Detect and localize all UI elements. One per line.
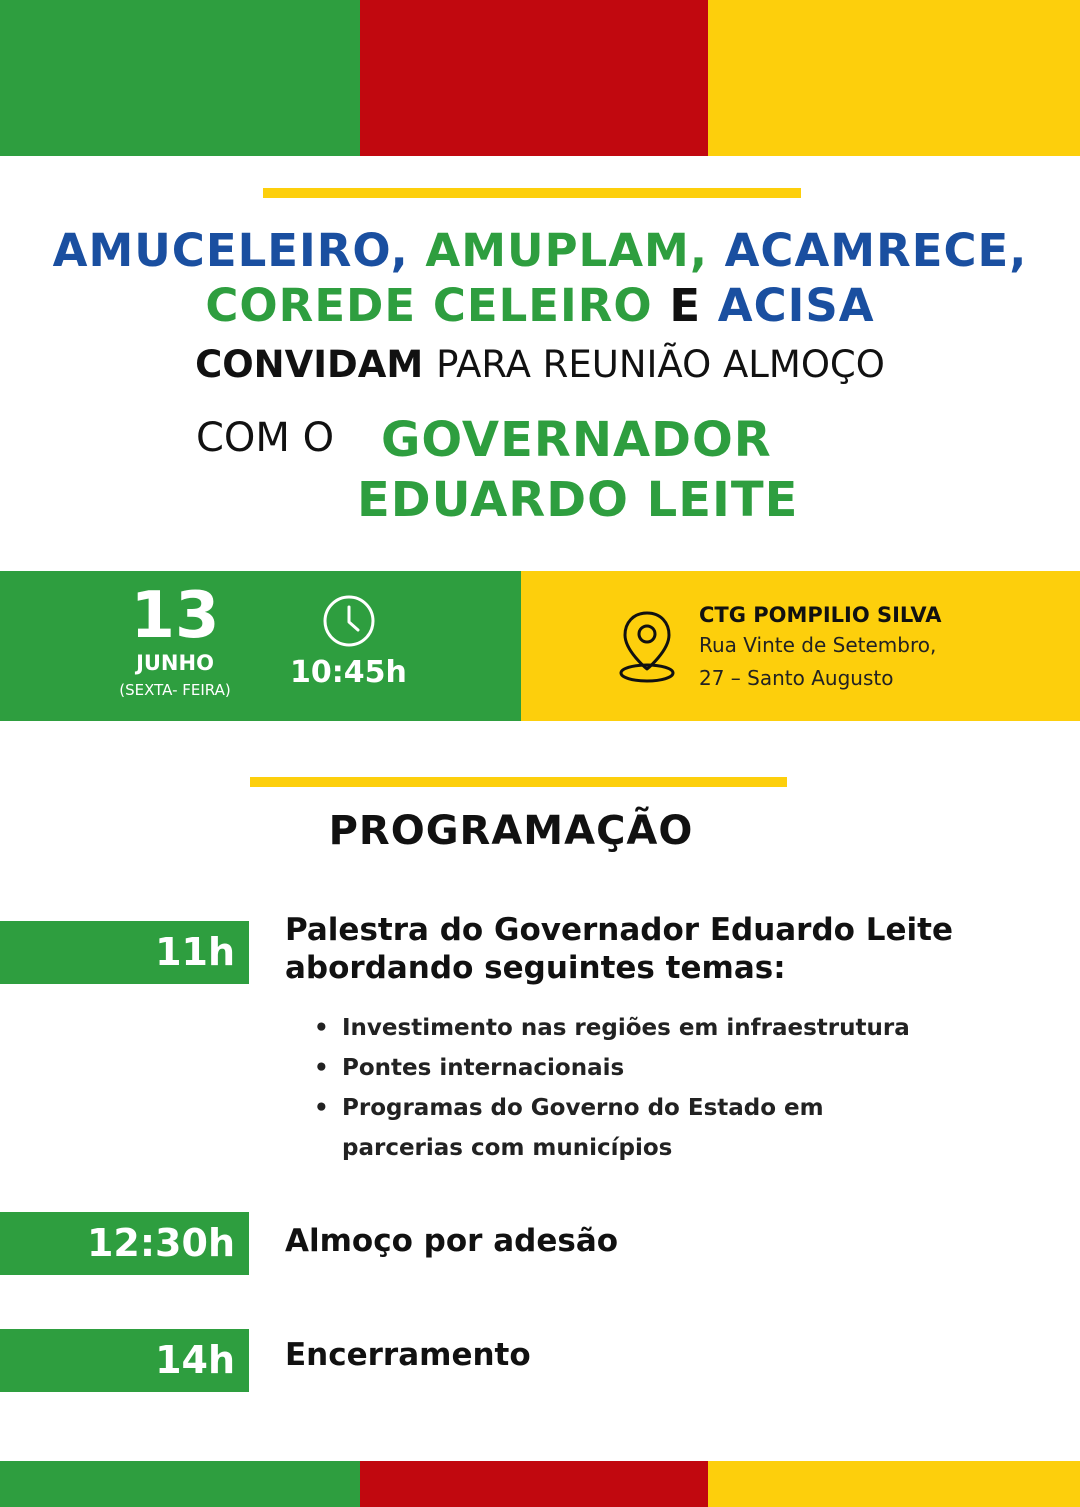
invite-line [0,343,1080,386]
red-stripe [360,1461,708,1507]
event-month: JUNHO [136,651,214,675]
organizers-line-1 [0,224,1080,277]
green-stripe [0,0,360,156]
organizers-line-2 [0,279,1080,332]
yellow-stripe [708,1461,1080,1507]
org-acamrece: ACAMRECE, [724,224,1028,277]
program-item-1-line-1: Palestra do Governador Eduardo Leite [285,912,953,948]
event-day: 13 [130,579,220,653]
red-stripe [360,0,708,156]
org-acisa: ACISA [717,279,875,332]
list-item: • Pontes internacionais [314,1048,910,1088]
program-title: PROGRAMAÇÃO [328,808,694,854]
map-pin-icon [617,609,677,685]
list-item [314,1088,910,1168]
venue-name: CTG POMPILIO SILVA [699,603,942,627]
topics-list [314,1008,910,1168]
address-line-2: 27 – Santo Augusto [699,666,894,690]
governor-title: GOVERNADOR [381,412,772,468]
topic-line-1: • Programas do Governo do Estado em [342,1095,824,1121]
event-time: 10:45h [290,655,407,690]
event-weekday: (SEXTA- FEIRA) [119,681,231,699]
event-info-band [0,571,1080,721]
green-stripe [0,1461,360,1507]
clock-icon [322,594,376,648]
governor-name: EDUARDO LEITE [357,472,799,528]
program-item-1-line-2: abordando seguintes temas: [285,950,786,986]
org-corede: COREDE CELEIRO [205,279,653,332]
program-time-3: 14h [0,1329,249,1392]
address-line-1: Rua Vinte de Setembro, [699,633,937,657]
yellow-stripe [708,0,1080,156]
yellow-divider-top [263,188,801,198]
com-o-text: COM O [196,415,335,461]
yellow-divider-program [250,777,787,787]
org-amuplam: AMUPLAM, [425,224,708,277]
top-color-stripe [0,0,1080,156]
date-time-panel [0,571,521,721]
location-panel [521,571,1080,721]
program-time-2: 12:30h [0,1212,249,1275]
invite-bold: CONVIDAM [195,343,424,386]
program-item-2-title: Almoço por adesão [285,1223,619,1259]
program-time-1: 11h [0,921,249,984]
bottom-color-stripe [0,1461,1080,1507]
org-amuceleiro: AMUCELEIRO, [52,224,409,277]
list-item: • Investimento nas regiões em infraestrutura [314,1008,910,1048]
conjunction-e: E [669,279,702,332]
topic-line-2: parcerias com municípios [342,1135,673,1161]
program-item-3-title: Encerramento [285,1337,531,1373]
invite-rest: PARA REUNIÃO ALMOÇO [436,343,885,386]
program-item-1-title [285,911,953,987]
